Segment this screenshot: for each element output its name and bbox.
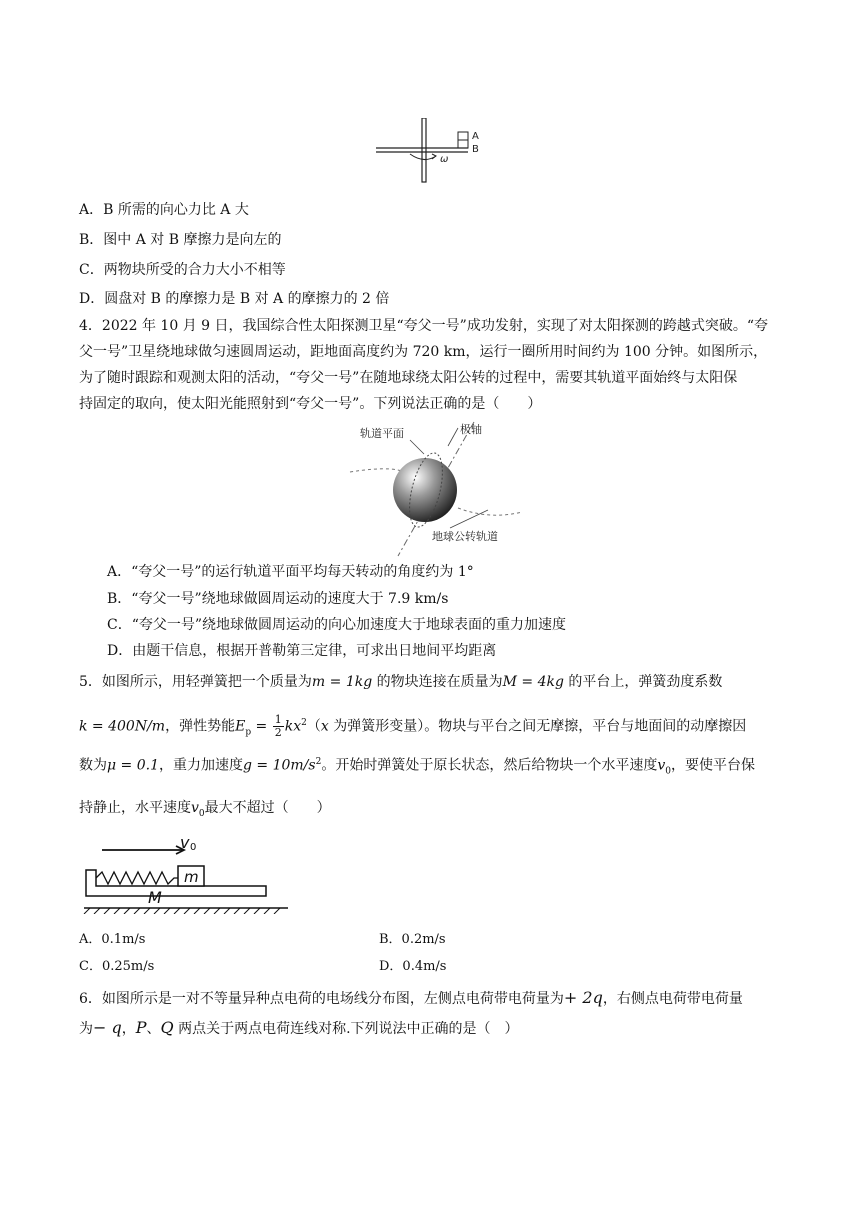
q5-line-3: 数为μ = 0.1，重力加速度$g = 10m/s^2$。开始时弹簧处于原长状态，然后给物块一个水平速度$v_0$，要使平台保 — [79, 757, 755, 777]
disc-figure — [372, 118, 492, 184]
q4-option-a: A．“夸父一号”的运行轨道平面平均每天转动的角度约为 1° — [107, 564, 474, 580]
q5-option-b: B．0.2m/s — [379, 932, 446, 947]
label-M: M — [148, 888, 162, 907]
half-fraction: $\frac{1}{2}$ — [274, 713, 282, 740]
block-a — [458, 132, 468, 140]
charge-minus-q: − q — [93, 1018, 122, 1037]
block-b — [458, 140, 468, 148]
q3-option-b: B．图中 A 对 B 摩擦力是向左的 — [79, 232, 282, 248]
label-axis: 极轴 — [460, 423, 482, 436]
q4-option-b: B．“夸父一号”绕地球做圆周运动的速度大于 7.9 km/s — [107, 591, 449, 607]
gravity-eq: g = 10m/s — [243, 757, 316, 774]
label-a: A — [472, 131, 479, 142]
spring-platform-figure — [80, 828, 292, 914]
q5-line-1: 5．如图所示，用轻弹簧把一个质量为m = 1kg 的物块连接在质量为M = 4kg 的平台上，弹簧劲度系数 — [79, 674, 723, 690]
q5-line-2: k = 400N/m，弹性势能$E_p$ = $\frac{1}{2}$ $kx^2(x$ 为弹簧形变量）。物块与平台之间无摩擦，平台与地面间的动摩擦因 — [79, 713, 747, 740]
mass-M-eq: M = 4kg — [502, 674, 564, 690]
charge-plus-2q: + 2q — [563, 988, 603, 1007]
label-v0: v — [180, 833, 190, 852]
point-q: Q — [160, 1018, 174, 1037]
label-revolution: 地球公转轨道 — [432, 530, 498, 543]
earth-figure — [340, 420, 525, 560]
q5-line-4: 持静止，水平速度$v_0$最大不超过（ ） — [79, 800, 331, 819]
q6-line-2: 为− q，P、Q 两点关于两点电荷连线对称.下列说法中正确的是（ ） — [79, 1018, 519, 1037]
q4-stem-line-2: 父一号”卫星绕地球做匀速圆周运动，距地面高度约为 720 km，运行一圈所用时间约为 100 分钟。如图所示， — [79, 344, 768, 360]
earth-sphere — [393, 458, 457, 522]
q4-option-c: C．“夸父一号”绕地球做圆周运动的向心加速度大于地球表面的重力加速度 — [107, 617, 567, 633]
q3-option-a: A．B 所需的向心力比 A 大 — [79, 202, 249, 218]
friction-coef-eq: μ = 0.1 — [107, 757, 159, 774]
label-omega: ω — [440, 154, 449, 165]
q5-option-d: D．0.4m/s — [379, 959, 447, 974]
q4-stem-line-1: 4．2022 年 10 月 9 日，我国综合性太阳探测卫星“夸父一号”成功发射，实现了对太阳探测的跨越式突破。“夸 — [79, 318, 768, 334]
q4-stem-line-4: 持固定的取向，使太阳光能照射到“夸父一号”。下列说法正确的是（ ） — [79, 396, 542, 412]
q5-option-a: A．0.1m/s — [79, 932, 146, 947]
label-m: m — [184, 868, 199, 886]
q4-stem-line-3: 为了随时跟踪和观测太阳的活动，“夸父一号”在随地球绕太阳公转的过程中，需要其轨道平面始终与太阳保 — [79, 370, 738, 386]
q6-line-1: 6．如图所示是一对不等量异种点电荷的电场线分布图，左侧点电荷带电荷量为+ 2q，右侧点电荷带电荷量 — [79, 988, 743, 1007]
q4-option-d: D．由题干信息，根据开普勒第三定律，可求出日地间平均距离 — [107, 643, 497, 659]
mass-m-eq: m = 1kg — [311, 674, 373, 690]
spring-constant-eq: k = 400N/m — [79, 718, 166, 735]
q3-option-c: C．两物块所受的合力大小不相等 — [79, 262, 286, 278]
point-p: P — [135, 1018, 147, 1037]
svg-text:0: 0 — [190, 842, 197, 853]
q3-option-d: D．圆盘对 B 的摩擦力是 B 对 A 的摩擦力的 2 倍 — [79, 291, 390, 307]
label-orbit-plane: 轨道平面 — [360, 427, 404, 440]
q5-option-c: C．0.25m/s — [79, 959, 155, 974]
label-b: B — [472, 144, 479, 155]
